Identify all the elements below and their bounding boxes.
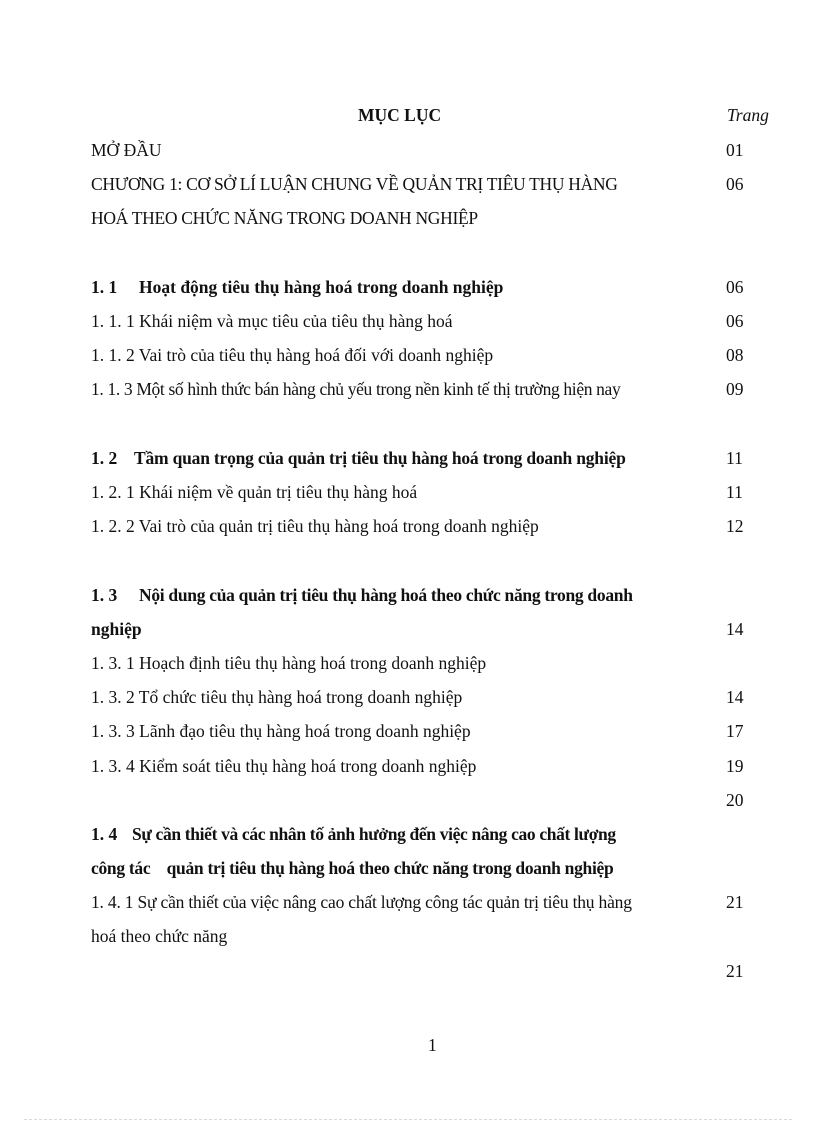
toc-entry-1-4-1-line1: 1. 4. 1 Sự cần thiết của việc nâng cao chất lượng công tác quản trị tiêu thụ hàng <box>91 892 632 912</box>
toc-entry-1-1-3: 1. 1. 3 Một số hình thức bán hàng chủ yếu trong nền kinh tế thị trường hiện nay <box>91 379 621 399</box>
page-column-label: Trang <box>727 105 769 125</box>
toc-section-1-4-title-line2: công tác quản trị tiêu thụ hàng hoá theo chức năng trong doanh nghiệp <box>91 858 614 878</box>
toc-page-1-2-1: 11 <box>726 482 743 502</box>
toc-entry-1-3-1: 1. 3. 1 Hoạch định tiêu thụ hàng hoá trong doanh nghiệp <box>91 653 487 673</box>
toc-title: MỤC LỤC <box>358 105 442 125</box>
toc-page-1-2-2: 12 <box>726 516 744 536</box>
toc-section-1-3-title-line2: nghiệp <box>91 619 142 639</box>
toc-page-1-3-3: 17 <box>726 721 744 741</box>
toc-section-1-2-number: 1. 2 <box>91 448 118 468</box>
toc-page-1-3-2: 14 <box>726 687 744 707</box>
toc-section-1-3-title-line1: Nội dung của quản trị tiêu thụ hàng hoá theo chức năng trong doanh <box>139 585 633 605</box>
toc-section-1-2-title: Tầm quan trọng của quản trị tiêu thụ hàng hoá trong doanh nghiệp <box>134 448 626 468</box>
toc-page-1-1: 06 <box>726 277 744 297</box>
toc-page-1-1-2: 08 <box>726 345 744 365</box>
toc-page-1-2: 11 <box>726 448 743 468</box>
toc-entry-1-1-1: 1. 1. 1 Khái niệm và mục tiêu của tiêu thụ hàng hoá <box>91 311 453 331</box>
toc-stray-page-number: 21 <box>726 961 744 981</box>
toc-page-1-3-4: 19 <box>726 756 744 776</box>
toc-page-chapter-1: 06 <box>726 174 744 194</box>
toc-page-1-1-3: 09 <box>726 379 744 399</box>
toc-section-1-3-number: 1. 3 <box>91 585 118 605</box>
toc-page-1-4-1: 21 <box>726 892 744 912</box>
toc-entry-1-3-4: 1. 3. 4 Kiểm soát tiêu thụ hàng hoá trong doanh nghiệp <box>91 756 477 776</box>
toc-chapter-1-line2: HOÁ THEO CHỨC NĂNG TRONG DOANH NGHIỆP <box>91 208 478 228</box>
toc-entry-1-3-3: 1. 3. 3 Lãnh đạo tiêu thụ hàng hoá trong doanh nghiệp <box>91 721 471 741</box>
page-number: 1 <box>428 1035 437 1055</box>
toc-stray-page-number: 20 <box>726 790 744 810</box>
toc-page-1-1-1: 06 <box>726 311 744 331</box>
page-bottom-divider <box>24 1119 792 1120</box>
toc-entry-1-3-2: 1. 3. 2 Tổ chức tiêu thụ hàng hoá trong doanh nghiệp <box>91 687 463 707</box>
toc-entry-intro: MỞ ĐẦU <box>91 140 162 160</box>
toc-entry-1-1-2: 1. 1. 2 Vai trò của tiêu thụ hàng hoá đối với doanh nghiệp <box>91 345 494 365</box>
toc-section-1-4-title-line1: Sự cần thiết và các nhân tố ảnh hưởng đến việc nâng cao chất lượng <box>132 824 616 844</box>
toc-entry-1-2-2: 1. 2. 2 Vai trò của quản trị tiêu thụ hàng hoá trong doanh nghiệp <box>91 516 539 536</box>
toc-section-1-1-title: Hoạt động tiêu thụ hàng hoá trong doanh nghiệp <box>139 277 504 297</box>
toc-entry-1-2-1: 1. 2. 1 Khái niệm về quản trị tiêu thụ hàng hoá <box>91 482 418 502</box>
toc-chapter-1-line1: CHƯƠNG 1: CƠ SỞ LÍ LUẬN CHUNG VỀ QUẢN TRỊ TIÊU THỤ HÀNG <box>91 174 618 194</box>
toc-section-1-1-number: 1. 1 <box>91 277 118 297</box>
toc-section-1-4-number: 1. 4 <box>91 824 118 844</box>
toc-page-1-3: 14 <box>726 619 744 639</box>
toc-page-intro: 01 <box>726 140 744 160</box>
toc-entry-1-4-1-line2: hoá theo chức năng <box>91 926 228 946</box>
